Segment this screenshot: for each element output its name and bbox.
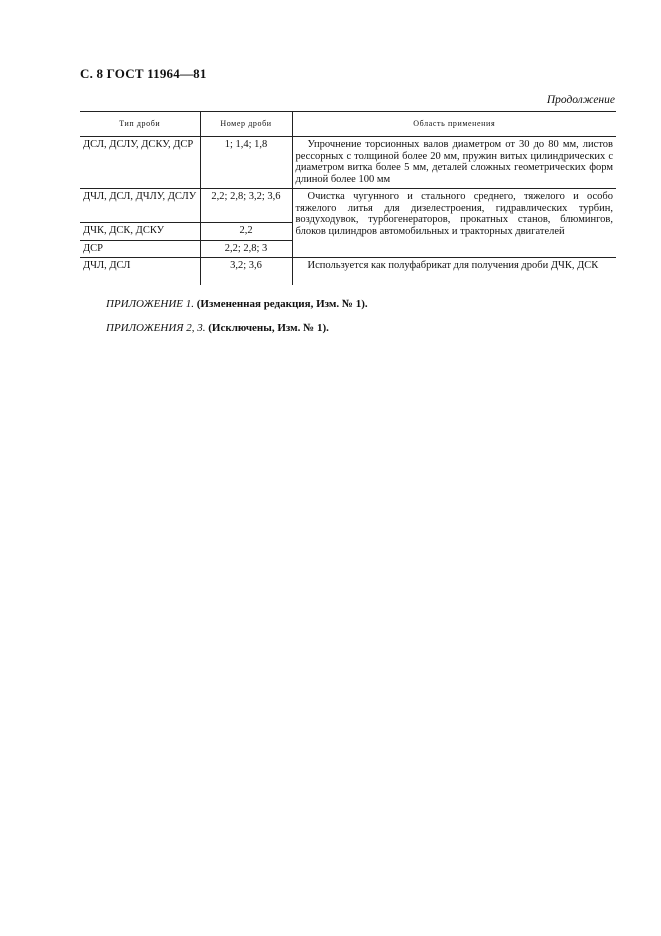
cell-type: ДСР — [80, 240, 200, 258]
cell-area: Используется как полуфабрикат для получения дроби ДЧК, ДСК — [292, 258, 616, 286]
appendix-note — [106, 298, 368, 310]
header-type: Тип дроби — [80, 112, 200, 137]
cell-number: 3,2; 3,6 — [200, 258, 292, 286]
cell-area: Упрочнение торсионных валов диаметром от 30 до 80 мм, листов рессорных с толщиной более 20 мм, пружин витых цилиндрических с диаметром витка более 5 мм, деталей сложных геометрических форм длиной более 100 мм — [292, 137, 616, 189]
cell-number: 2,2 — [200, 223, 292, 241]
header-number: Номер дроби — [200, 112, 292, 137]
cell-type: ДЧЛ, ДСЛ — [83, 260, 131, 271]
cell-type: ДЧК, ДСК, ДСКУ — [80, 223, 200, 241]
page-header: С. 8 ГОСТ 11964—81 — [80, 66, 207, 81]
cell-type: ДЧЛ, ДСЛ, ДЧЛУ, ДСЛУ — [80, 189, 200, 223]
cell-area: Очистка чугунного и стального среднего, тяжелого и особо тяжелого литья для дизелестроения, гидравлических турбин, воздуходувок, турбогенераторов, прокатных станов, блюмингов, блоков цилиндров автомобильных и тракторных двигателей — [292, 189, 616, 258]
appendix-note — [106, 322, 329, 334]
table-header-row — [80, 112, 616, 137]
appendix-label: ПРИЛОЖЕНИЯ 2, 3. — [106, 322, 206, 334]
cell-type: ДСЛ, ДСЛУ, ДСКУ, ДСР — [80, 137, 200, 189]
cell-number: 2,2; 2,8; 3,2; 3,6 — [200, 189, 292, 223]
table-row — [80, 189, 616, 223]
cell-number: 2,2; 2,8; 3 — [200, 240, 292, 258]
appendix-text: (Исключены, Изм. № 1). — [208, 322, 329, 334]
cell-number: 1; 1,4; 1,8 — [200, 137, 292, 189]
table-row — [80, 258, 616, 286]
table-row — [80, 137, 616, 189]
appendix-label: ПРИЛОЖЕНИЕ 1. — [106, 298, 194, 310]
appendix-text: (Измененная редакция, Изм. № 1). — [196, 298, 368, 310]
shot-table — [80, 111, 616, 285]
header-area: Область применения — [292, 112, 616, 137]
continuation-label: Продолжение — [546, 94, 615, 106]
